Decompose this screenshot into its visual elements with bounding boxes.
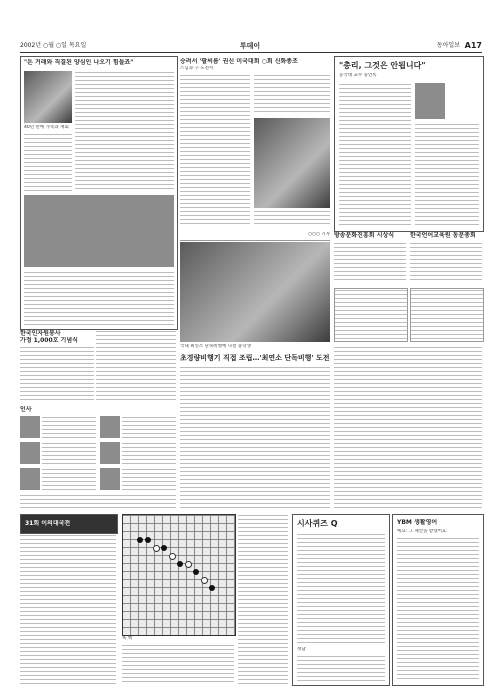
people-heading: 인사 [20, 406, 32, 413]
mid-article-body-2 [254, 74, 330, 114]
portrait-photo [24, 71, 72, 123]
mid-article-sub: 스님과 구 도전서 [180, 66, 214, 71]
header-paper: 동아일보 [436, 42, 460, 49]
quiz-body [297, 533, 385, 643]
people-text [122, 442, 176, 464]
ybm-sub: 에요: 그 제안을 받겠어요. [397, 529, 448, 534]
right-notices [334, 232, 482, 342]
group-photo [24, 195, 174, 267]
white-stone [169, 553, 176, 560]
go-board [122, 514, 236, 636]
people-photo [20, 442, 40, 464]
black-stone [145, 537, 151, 543]
quiz-answer [297, 655, 385, 681]
portrait-caption: 40년 만에 가족과 재회 [24, 125, 69, 130]
right-article-sub: 동국대 교수 증언록 [339, 73, 377, 78]
mid-article-title: 승려서 '팔씨름' 권신 미국대회 ○회 신화종조 [180, 58, 298, 65]
left-article-title: "돈 거래와 직결된 양심인 나오기 힘들죠" [24, 59, 134, 66]
left-article-body [75, 71, 174, 191]
notice-box-2 [410, 288, 484, 342]
people-photo [20, 416, 40, 438]
ybm-box [392, 514, 484, 686]
black-stone [161, 545, 167, 551]
mid-article-body-3 [254, 206, 330, 226]
sub-title-1: 한국인자원봉사 [20, 330, 61, 337]
ybm-body [397, 537, 479, 681]
people-photo [100, 442, 120, 464]
left-article [20, 56, 178, 330]
people-text [122, 468, 176, 490]
header-section: 투데이 [239, 42, 261, 50]
baduk-body [20, 534, 116, 684]
people-list [20, 406, 176, 510]
quiz-title: 시사퀴즈 Q [297, 519, 338, 528]
left-sub-body [20, 346, 94, 402]
header-date: 2002년 ○월 ○일 목요일 [20, 42, 87, 49]
mid-column-bar [180, 232, 330, 241]
aircraft-caption: 국내 최연소 단독비행에 나설 중학생 [180, 344, 251, 349]
people-text [42, 442, 96, 464]
people-photo [20, 468, 40, 490]
notice-title-2: 한국언어교육원 동문총회 [410, 232, 476, 239]
right-article-body [339, 83, 411, 227]
left-article-body-2 [24, 133, 72, 191]
sub-title-2: 가정 1,000호 기념식 [20, 337, 78, 344]
people-text [20, 494, 176, 510]
page-header [20, 40, 482, 53]
go-commentary [122, 644, 234, 684]
people-text [42, 468, 96, 490]
black-stone [209, 585, 215, 591]
right-article [334, 56, 484, 232]
people-photo [100, 468, 120, 490]
right-article-title: "총리, 그것은 안됩니다" [339, 61, 426, 70]
notice-box-1 [334, 288, 408, 342]
ybm-title: YBM 생활영어 [397, 519, 438, 526]
black-stone [177, 561, 183, 567]
baduk-title: 31회 이의대국전 [25, 520, 71, 527]
white-stone [201, 577, 208, 584]
right-article-body-2 [415, 123, 479, 227]
monk-photo [254, 118, 330, 208]
quiz-box [292, 514, 390, 686]
baduk-banner [20, 514, 118, 534]
black-stone [137, 537, 143, 543]
notice-title-1: 방송문화진흥회 시상식 [334, 232, 395, 239]
black-stone [193, 569, 199, 575]
notice-body-1 [334, 242, 406, 282]
mid-article-body [180, 74, 250, 224]
people-text [122, 416, 176, 438]
left-sub-heading [20, 330, 94, 342]
go-commentary-2 [238, 514, 288, 684]
people-text [42, 416, 96, 438]
aircraft-headline: 초경량비행기 직접 조립…'최연소 단독비행' 도전 [180, 354, 330, 362]
right-listings [334, 346, 482, 510]
quiz-answer-label: 정답 [297, 647, 306, 652]
notice-body-2 [410, 242, 482, 282]
left-sub-body-2 [96, 330, 176, 402]
white-stone [185, 561, 192, 568]
go-caption: 흑 백 [122, 636, 133, 641]
people-photo [100, 416, 120, 438]
aircraft-photo [180, 242, 330, 342]
white-stone [153, 545, 160, 552]
page-number: A17 [464, 41, 482, 50]
aircraft-body [180, 366, 330, 510]
column-author: ○○○ 기자 [308, 232, 330, 237]
author-photo [415, 83, 445, 119]
left-article-body-3 [24, 271, 174, 325]
